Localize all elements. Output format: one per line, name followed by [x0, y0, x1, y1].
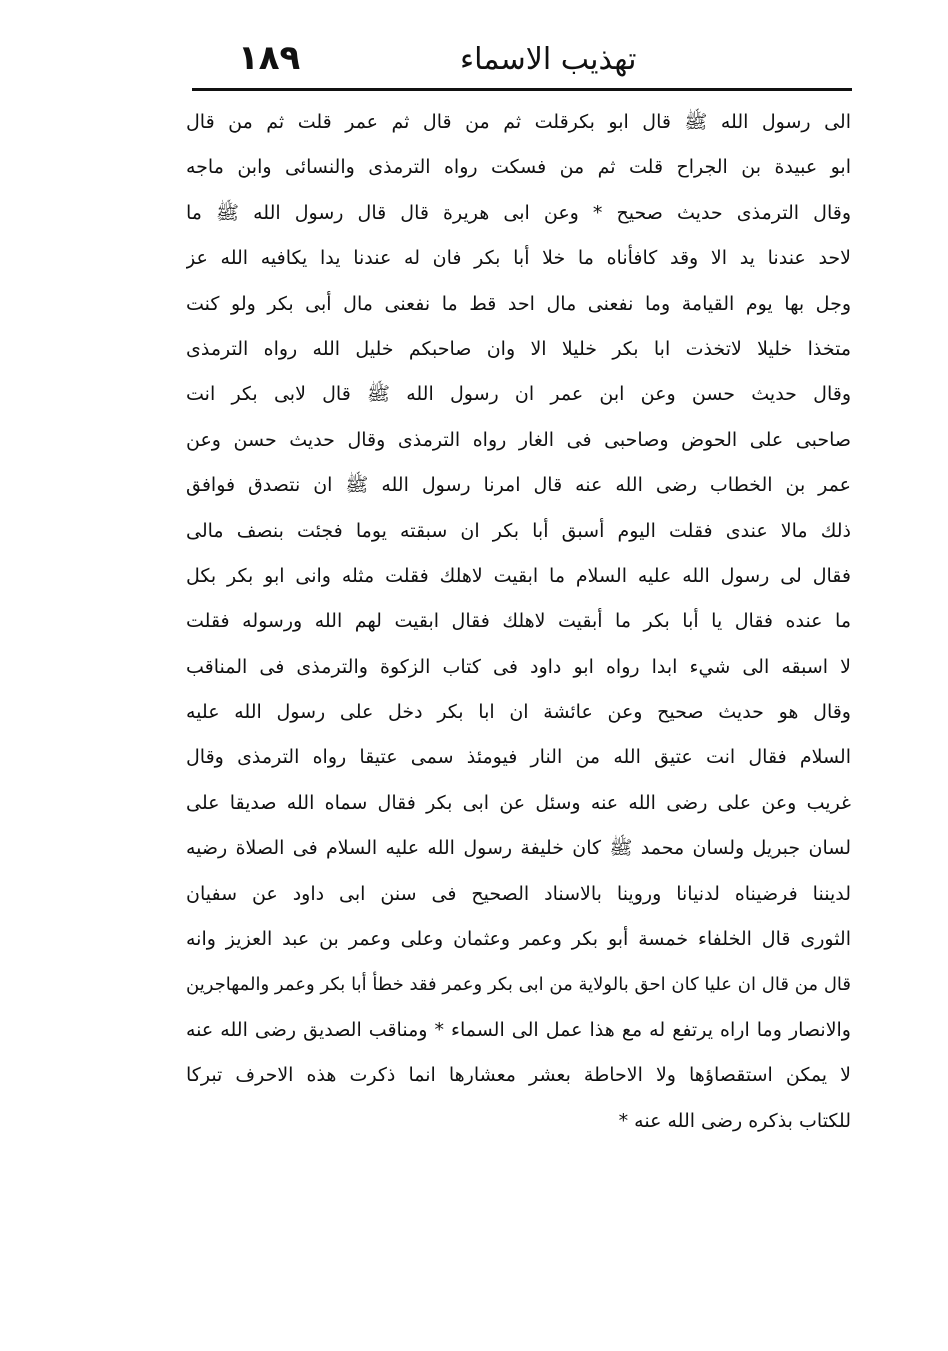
body-text [186, 100, 851, 1144]
page-number: ١٨٩ [238, 38, 301, 78]
text-line: صاحبى على الحوض وصاحبى فى الغار رواه الترمذى وقال حديث حسن وعن [186, 428, 851, 451]
running-title: تهذيب الاسماء [460, 42, 637, 77]
text-line: ما عنده فقال يا أبا بكر ما أبقيت لاهلك فقال ابقيت لهم الله ورسوله فقلت [186, 610, 851, 633]
text-line: وقال حديث حسن وعن ابن عمر ان رسول الله ﷺ قال لابى بكر انت [186, 383, 851, 406]
text-line: فقال لى رسول الله عليه السلام ما ابقيت لاهلك فقلت مثله وانى ابو بكر بكل [186, 564, 851, 587]
text-line: لديننا فرضيناه لدنيانا وروينا بالاسناد الصحيح فى سنن ابى داود عن سفيان [186, 882, 851, 905]
text-line: لا اسبقه الى شيء ابدا رواه ابو داود فى كتاب الزكوة والترمذى فى المناقب [186, 655, 851, 678]
text-line: السلام فقال انت عتيق الله من النار فيومئذ سمى عتيقا رواه الترمذى وقال [186, 746, 851, 769]
text-line: ابو عبيدة بن الجراح قلت ثم من فسكت رواه الترمذى والنسائى وابن ماجه [186, 156, 851, 179]
text-line: الى رسول الله ﷺ قال ابو بكرقلت ثم من قال ثم عمر قلت ثم من قال [186, 111, 851, 133]
text-line: وقال هو حديث صحيح وعن عائشة ان ابا بكر دخل على رسول الله عليه [186, 701, 851, 724]
text-line: متخذا خليلا لاتخذت ابا بكر خليلا الا وان صاحبكم خليل الله رواه الترمذى [186, 337, 851, 360]
text-line: غريب وعن على رضى الله عنه وسئل عن ابى بكر فقال سماه الله صديقا على [186, 791, 851, 814]
text-line: قال من قال ان عليا كان احق بالولاية من ابى بكر وعمر فقد خطأ أبا بكر وعمر والمهاجرين [186, 974, 851, 996]
header-rule [192, 88, 852, 91]
text-line: لا يمكن استقصاؤها ولا الاحاطة بعشر معشارها انما ذكرت هذه الاحرف تبركا [186, 1064, 851, 1087]
text-line: الثورى قال الخلفاء خمسة أبو بكر وعمر وعثمان وعلى وعمر بن عبد العزيز وانه [186, 928, 851, 951]
text-line: للكتاب بذكره رضى الله عنه * [618, 1109, 851, 1132]
text-line: عمر بن الخطاب رضى الله عنه قال امرنا رسول الله ﷺ ان نتصدق فوافق [186, 474, 851, 497]
text-line: لاحد عندنا يد الا وقد كافأناه ما خلا أبا بكر فان له عندنا يدا يكافيه الله عز [186, 247, 851, 270]
text-line: وجل بها يوم القيامة وما نفعنى مال احد قط ما نفعنى مال أبى بكر ولو كنت [186, 292, 851, 315]
text-line: وقال الترمذى حديث صحيح * وعن ابى هريرة قال قال رسول الله ﷺ ما [186, 201, 851, 224]
text-line: لسان جبريل ولسان محمد ﷺ كان خليفة رسول الله عليه السلام فى الصلاة رضيه [186, 837, 851, 860]
text-line: والانصار وما اراه يرتفع له مع هذا عمل الى السماء * ومناقب الصديق رضى الله عنه [186, 1018, 851, 1041]
text-line: ذلك مالا عندى فقلت اليوم أسبق أبا بكر ان سبقته يوما فجئت بنصف مالى [186, 519, 851, 542]
page-header [190, 32, 850, 82]
